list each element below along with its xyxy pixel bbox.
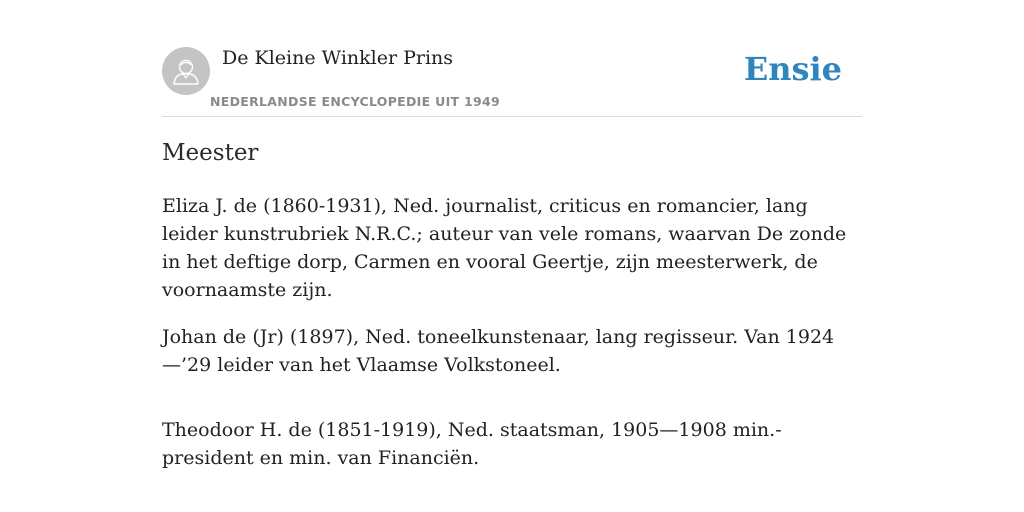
user-icon[interactable] (162, 47, 210, 95)
entry-paragraph: Eliza J. de (1860-1931), Ned. journalist, criticus en romancier, lang leider kunstrubriek N.R.C.; auteur van vele romans, waarvan De zonde in het deftige dorp, Carmen en vooral Geertje, zijn meesterwerk, de voornaamste zijn. (162, 195, 847, 301)
entry-body (162, 192, 862, 491)
source-name[interactable]: De Kleine Winkler Prins (222, 47, 454, 69)
brand-logo[interactable]: Ensie (743, 50, 842, 88)
entry-title: Meester (162, 140, 259, 166)
entry-paragraph: Johan de (Jr) (1897), Ned. toneelkunstenaar, lang regisseur. Van 1924—’29 leider van het Vlaamse Volkstoneel. (162, 326, 835, 376)
source-subtitle: NEDERLANDSE ENCYCLOPEDIE UIT 1949 (210, 94, 500, 109)
source-header (162, 46, 862, 117)
entry-paragraph: Theodoor H. de (1851-1919), Ned. staatsman, 1905—1908 min.-president en min. van Financiën. (162, 419, 782, 469)
